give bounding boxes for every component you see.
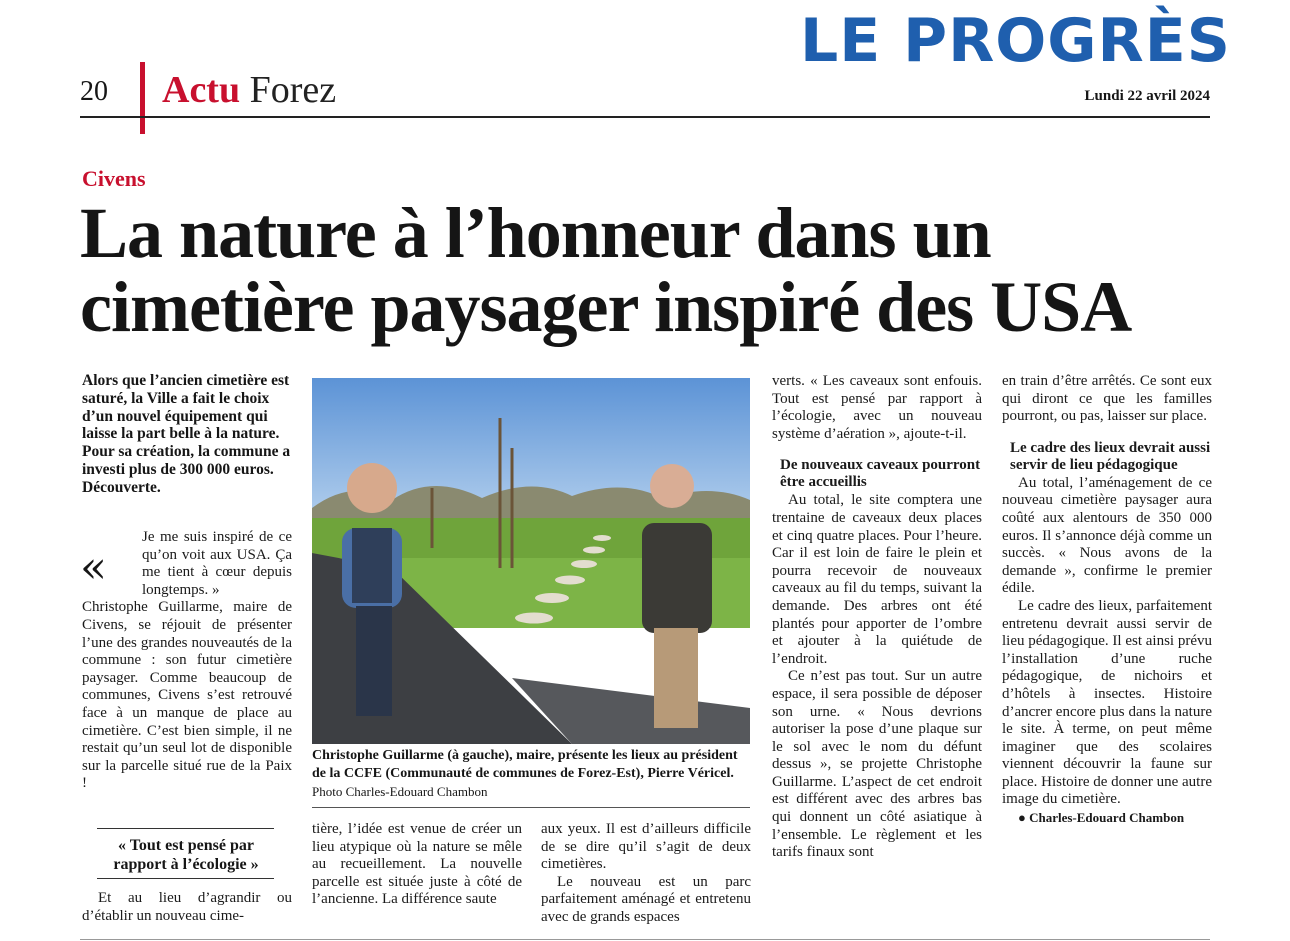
headline-line-1: La nature à l’honneur dans un	[80, 193, 991, 273]
author-signature: ● Charles-Edouard Chambon	[1018, 810, 1185, 826]
header-rule	[80, 116, 1210, 118]
rubric-primary: Actu	[162, 69, 241, 111]
intertitle: Le cadre des lieux devrait aussi servir de lieu pédagogique	[1010, 439, 1211, 473]
headline-line-2: cimetière paysager inspiré des USA	[80, 267, 1132, 347]
newspaper-logo: LE PROGRÈS	[800, 6, 1231, 76]
lead-paragraph: Christophe Guillarme, maire de Civens, se réjouit de présenter l’une des grandes nouveautés de la commune : son futur cimetière paysager. Comme beaucoup de communes, Civens s’est retrouvé face à un manque de place au cimetière. C’est bien simple, il ne restait qu’un seul lot de disponible sur la parcelle situé rue de la Paix !	[82, 599, 292, 792]
intertitle: De nouveaux caveaux pourront être accueillis	[780, 457, 981, 491]
paragraph: Ce n’est pas tout. Sur un autre espace, il sera possible de déposer son urne. « Nous devrions autoriser la pose d’une plaque sur le sol avec le nom du défunt dessus », se projette Christophe Guillarme. L’aspect de cet endroit est différent avec des arbres bas qui donnent un côté asiatique à l’ensemble. Le règlement et les tarifs finaux sont	[772, 668, 982, 861]
article-kicker: Civens	[82, 166, 146, 191]
caption-rule	[312, 807, 750, 808]
article-lead	[82, 529, 292, 793]
photo-illustration	[312, 378, 750, 744]
paragraph: Au total, l’aménagement de ce nouveau cimetière paysager aura coûté aux alentours de 350 000 euros. Il s’annonce déjà comme un succès. « Nous avons de la demande », confirme le premier édile.	[1002, 474, 1212, 597]
rubric-divider	[140, 62, 145, 134]
lead-quote: Je me suis inspiré de ce qu’on voit aux USA. Ça me tient à cœur depuis longtemps. »	[142, 529, 292, 598]
column-1-continuation	[82, 890, 292, 925]
article-chapo: Alors que l’ancien cimetière est saturé, la Ville a fait le choix d’un nouvel équipement qui laisse la part belle à la nature. Pour sa création, la commune a investi plus de 300 000 euros. Découverte.	[82, 372, 291, 496]
photo-credit: Photo Charles-Edouard Chambon	[312, 784, 488, 799]
column-5	[1002, 373, 1212, 827]
paragraph: aux yeux. Il est d’ailleurs difficile de se dire qu’il s’agit de deux cimetières.	[541, 821, 751, 873]
paragraph: Et au lieu d’agrandir ou d’établir un nouveau cime-	[82, 890, 292, 924]
footer-rule	[80, 939, 1210, 940]
page-number: 20	[80, 76, 108, 107]
rubric-secondary: Forez	[249, 69, 337, 111]
article-headline	[80, 193, 1210, 347]
paragraph: Le nouveau est un parc parfaitement aménagé et entretenu avec de grands espaces	[541, 873, 751, 925]
paragraph: tière, l’idée est venue de créer un lieu atypique où la nature se mêle au recueillement. La nouvelle parcelle est située juste à côté de l’ancienne. La différence saute	[312, 821, 522, 908]
section-rubric	[162, 66, 336, 114]
pull-quote-rule-top	[97, 828, 274, 829]
paragraph: verts. « Les caveaux sont enfouis. Tout est pensé par rapport à l’écologie, avec un nouveau système d’aération », ajoute-t-il.	[772, 373, 982, 442]
pull-quote-rule-bottom	[97, 878, 274, 879]
photo-caption	[312, 747, 750, 802]
issue-date: Lundi 22 avril 2024	[1084, 88, 1210, 104]
paragraph: en train d’être arrêtés. Ce sont eux qui diront ce que les familles pourront, ou pas, laisser sur place.	[1002, 373, 1212, 425]
column-3-continuation	[541, 821, 751, 927]
caption-text: Christophe Guillarme (à gauche), maire, présente les lieux au président de la CCFE (Communauté de communes de Forez-Est), Pierre Véricel.	[312, 748, 738, 781]
column-2-continuation	[312, 821, 522, 909]
pull-quote: « Tout est pensé par rapport à l’écologie »	[113, 837, 259, 873]
column-4	[772, 373, 982, 862]
paragraph: Au total, le site comptera une trentaine de caveaux deux places et cinq quatre places. Pour l’heure. Car il est loin de faire le plein et pourra recevoir de nouveaux caveaux au fil du temps, suivant la demande. Des arbres ont été plantés pour apporter de l’ombre et ajouter à la quiétude de l’endroit.	[772, 492, 982, 667]
paragraph: Le cadre des lieux, parfaitement entretenu devrait aussi servir de lieu pédagogique. Il est ainsi prévu l’installation d’une ruche pédagogique, de nichoirs et d’hôtels à insectes. Histoire d’ancrer encore plus dans la nature le site. À terme, on peut même imaginer que des scolaires viennent découvrir la faune sur place. Histoire de donner une autre image du cimetière.	[1002, 597, 1212, 808]
article-photo	[312, 378, 750, 744]
quote-glyph: «	[80, 542, 107, 593]
